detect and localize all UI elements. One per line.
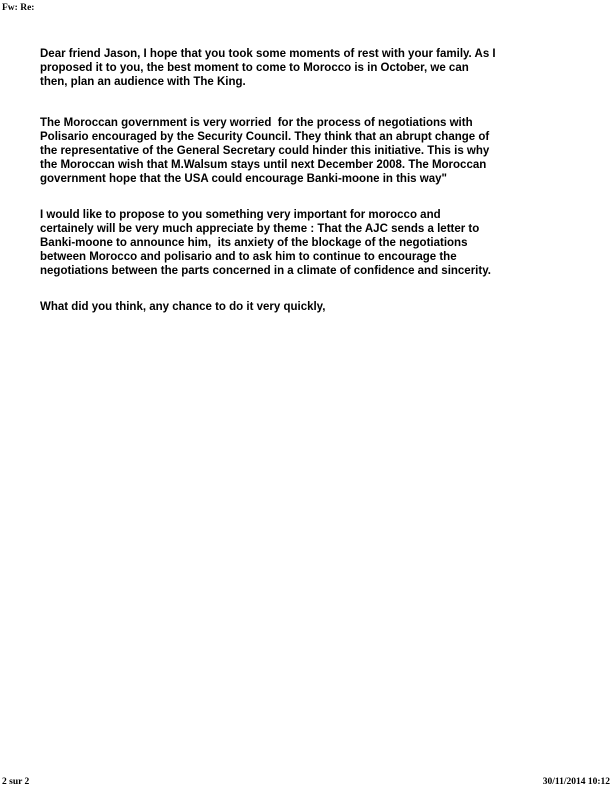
text-line: certainely will be very much appreciate by theme : That the AJC sends a letter to <box>40 222 480 235</box>
text-line: The Moroccan government is very worried for the process of negotiations with <box>40 117 473 129</box>
text-line: the Moroccan wish that M.Walsum stays until next December 2008. The Moroccan <box>40 158 487 171</box>
text-line: between Morocco and polisario and to ask him to continue to encourage the <box>40 250 457 263</box>
text-line: then, plan an audience with The King. <box>40 75 246 88</box>
footer-page-number: 2 sur 2 <box>2 777 30 787</box>
text-line: Banki-moone to announce him, its anxiety of the blockage of the negotiations <box>40 236 468 249</box>
text-line: What did you think, any chance to do it very quickly, <box>40 301 326 313</box>
text-line: negotiations between the parts concerned in a climate of confidence and sincerity. <box>40 264 491 277</box>
email-paragraph-government-concern <box>40 117 585 187</box>
text-line: government hope that the USA could encourage Banki-moone in this way" <box>40 172 447 185</box>
email-paragraph-greeting <box>40 48 585 90</box>
text-line: Dear friend Jason, I hope that you took some moments of rest with your family. As I <box>40 48 496 60</box>
email-paragraph-proposal <box>40 209 585 279</box>
text-line: the representative of the General Secretary could hinder this initiative. This is why <box>40 144 490 157</box>
footer-print-datetime: 30/11/2014 10:12 <box>542 777 610 787</box>
text-line: proposed it to you, the best moment to come to Morocco is in October, we can <box>40 61 469 74</box>
print-header-subject: Fw: Re: <box>2 3 35 13</box>
text-line: Polisario encouraged by the Security Council. They think that an abrupt change of <box>40 130 490 143</box>
email-paragraph-closing-question <box>40 301 585 315</box>
text-line: I would like to propose to you something very important for morocco and <box>40 209 441 221</box>
